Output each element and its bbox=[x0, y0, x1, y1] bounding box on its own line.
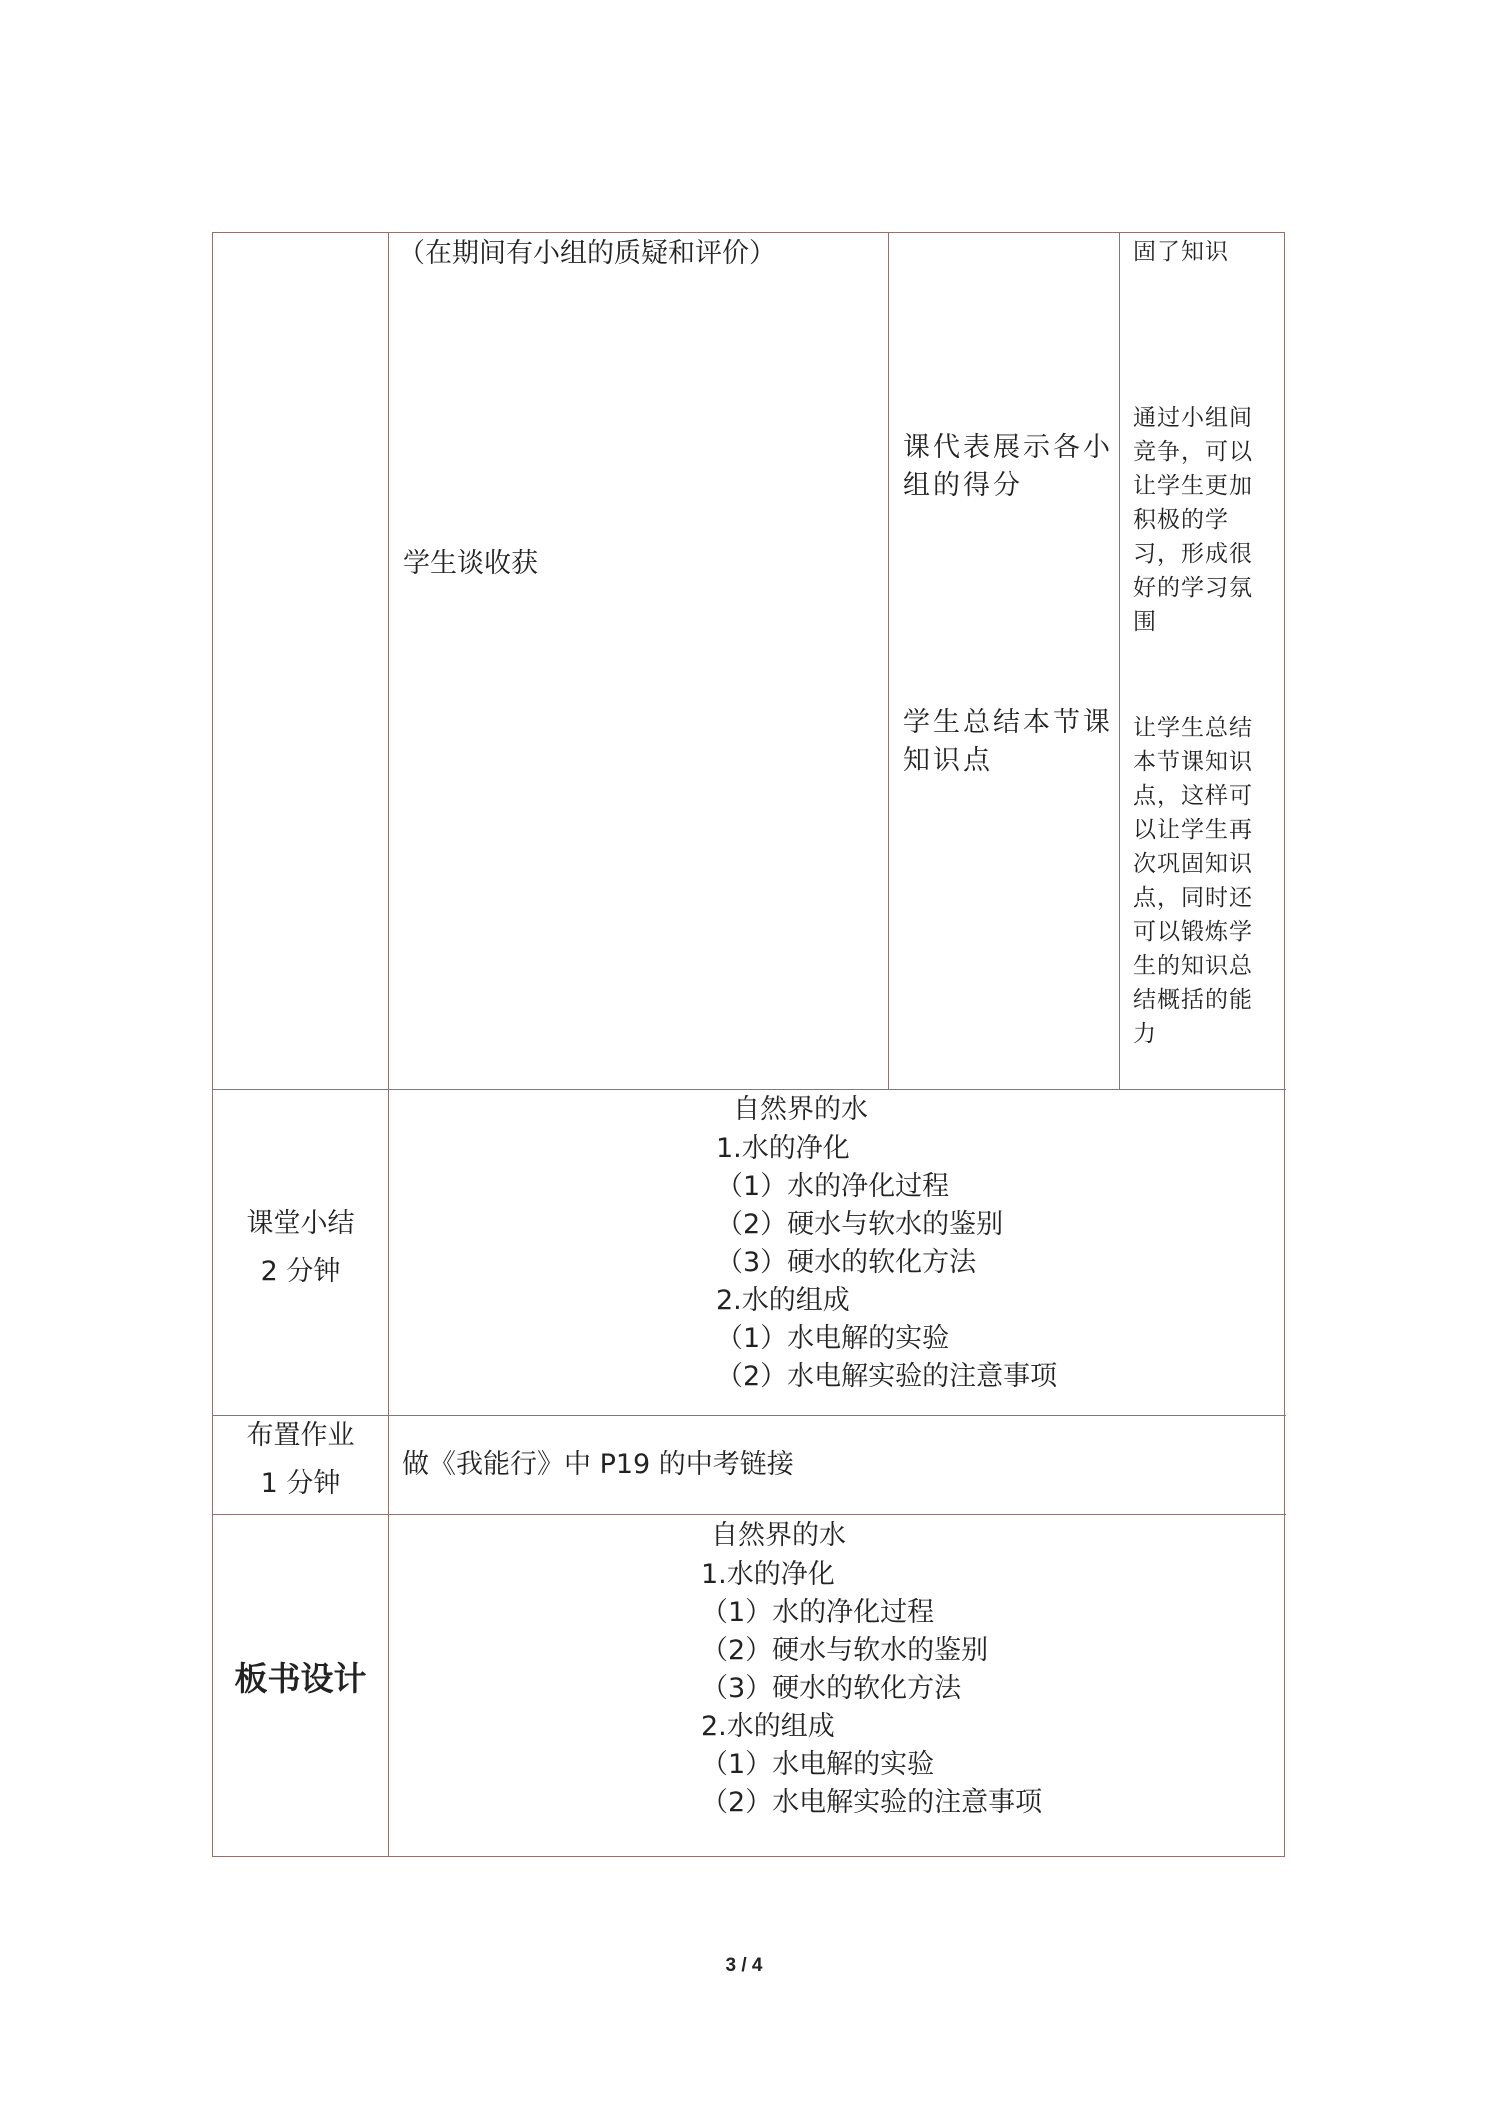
board-label: 板书设计 bbox=[234, 1659, 367, 1698]
list-item: （2）硬水与软水的鉴别 bbox=[701, 1635, 989, 1666]
list-item: （2）硬水与软水的鉴别 bbox=[716, 1209, 1004, 1240]
teacher-action-summary: 学生总结本节课知识点 bbox=[903, 707, 1113, 776]
list-item: （1）水的净化过程 bbox=[701, 1597, 935, 1628]
list-item: （2）水电解实验的注意事项 bbox=[701, 1787, 1043, 1818]
list-item: （1）水电解的实验 bbox=[716, 1323, 950, 1354]
row-divider bbox=[213, 1415, 1286, 1416]
list-item: 1.水的净化 bbox=[701, 1559, 835, 1590]
summary-title: 自然界的水 bbox=[733, 1094, 868, 1125]
column-divider bbox=[888, 233, 889, 1089]
list-item: （3）硬水的软化方法 bbox=[716, 1247, 977, 1278]
summary-label-time: 2 分钟 bbox=[260, 1256, 341, 1287]
column-divider bbox=[1119, 233, 1120, 1089]
board-title: 自然界的水 bbox=[711, 1520, 846, 1551]
homework-label-title: 布置作业 bbox=[246, 1420, 355, 1451]
homework-label-time: 1 分钟 bbox=[260, 1468, 341, 1499]
list-item: （1）水电解的实验 bbox=[701, 1749, 935, 1780]
column-divider bbox=[388, 233, 389, 1857]
intent-competition: 通过小组间竞争，可以让学生更加积极的学习，形成很好的学习氛围 bbox=[1133, 405, 1253, 635]
homework-label bbox=[213, 1417, 388, 1503]
summary-label bbox=[213, 1205, 388, 1291]
row-divider bbox=[213, 1514, 1286, 1515]
intent-consolidate: 固了知识 bbox=[1133, 239, 1229, 265]
student-harvest: 学生谈收获 bbox=[403, 548, 538, 579]
board-list bbox=[701, 1556, 1042, 1822]
intent-summary: 让学生总结本节课知识点，这样可以让学生再次巩固知识点，同时还可以锻炼学生的知识总结概括的能力 bbox=[1133, 715, 1253, 1047]
summary-label-title: 课堂小结 bbox=[246, 1208, 355, 1239]
row-divider bbox=[213, 1089, 1286, 1090]
list-item: 2.水的组成 bbox=[716, 1285, 850, 1316]
list-item: 1.水的净化 bbox=[716, 1133, 850, 1164]
list-item: （1）水的净化过程 bbox=[716, 1171, 950, 1202]
process-note: （在期间有小组的质疑和评价） bbox=[398, 238, 776, 269]
list-item: 2.水的组成 bbox=[701, 1711, 835, 1742]
homework-content: 做《我能行》中 P19 的中考链接 bbox=[402, 1449, 794, 1480]
page-number: 3 / 4 bbox=[725, 1955, 763, 1976]
list-item: （3）硬水的软化方法 bbox=[701, 1673, 962, 1704]
list-item: （2）水电解实验的注意事项 bbox=[716, 1361, 1058, 1392]
summary-list bbox=[716, 1130, 1057, 1396]
lesson-table bbox=[212, 232, 1285, 1857]
teacher-action-group-scores: 课代表展示各小组的得分 bbox=[903, 432, 1113, 501]
